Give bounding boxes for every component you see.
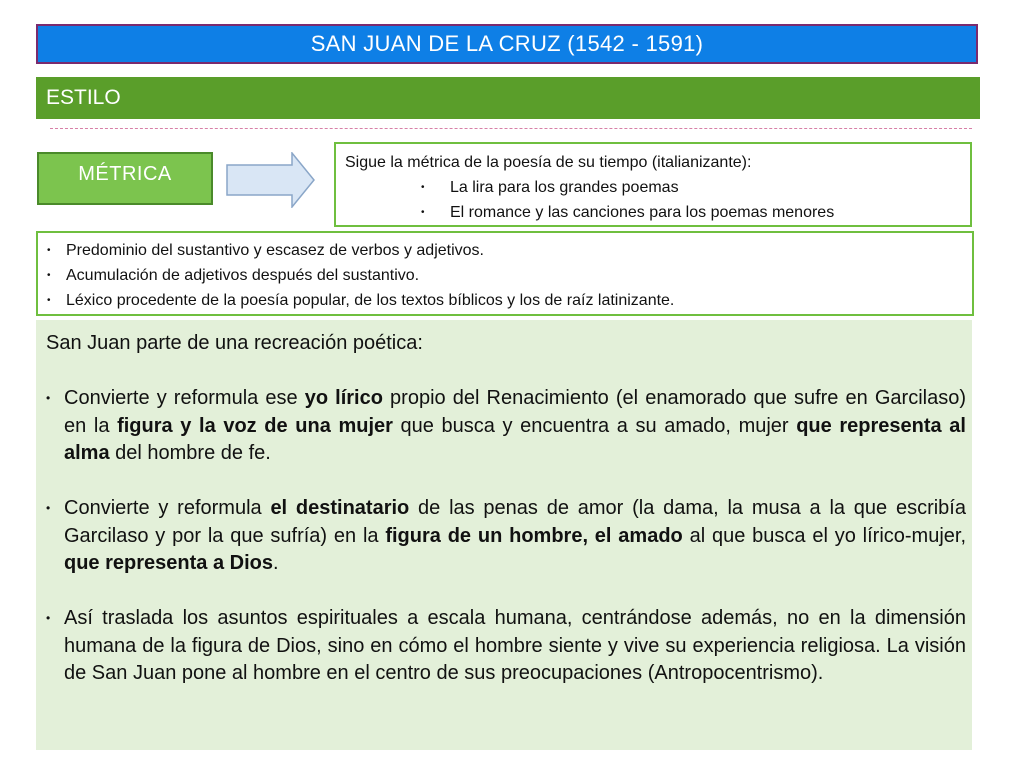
- bullet-icon: •: [47, 295, 51, 306]
- bullet-icon: •: [46, 611, 51, 625]
- text-segment: propio del Renacimiento (el enamorado que sufre en Garcilaso) en la: [64, 387, 966, 437]
- feature-text: Predominio del sustantivo y escasez de verbos y adjetivos.: [66, 242, 484, 259]
- feature-text: Léxico procedente de la poesía popular, de los textos bíblicos y los de raíz latinizante.: [66, 292, 675, 309]
- bold-text-segment: que representa al alma: [64, 414, 966, 464]
- bullet-icon: •: [421, 207, 425, 218]
- slide-title: [36, 24, 978, 64]
- metrica-item-text: El romance y las canciones para los poemas menores: [450, 204, 835, 221]
- text-segment: Así traslada los asuntos espirituales a escala humana, centrándose además, no en la dimensión humana de la figura de Dios, sino en cómo el hombre siente y vive su experiencia religiosa. La visión de San Juan pone al hombre en el centro de sus preocupaciones (Antropocentrismo).: [64, 607, 966, 684]
- text-segment: que busca y encuentra a su amado, mujer: [392, 414, 797, 437]
- bullet-icon: •: [47, 245, 51, 256]
- metrica-intro: Sigue la métrica de la poesía de su tiempo (italianizante):: [345, 154, 752, 171]
- bold-text-segment: el destinatario: [270, 497, 410, 519]
- main-paragraph: [46, 605, 966, 688]
- main-paragraph: [46, 385, 966, 468]
- metrica-list-item: [345, 175, 970, 200]
- text-segment: del hombre de fe.: [109, 442, 271, 464]
- right-arrow-icon: [226, 152, 316, 213]
- text-segment: de las penas de amor (la dama, la musa a la que escribía Garcilaso y por la que sufría) en la: [64, 497, 966, 547]
- main-intro: San Juan parte de una recreación poética:: [46, 332, 423, 354]
- bold-text-segment: que representa a Dios: [64, 552, 273, 574]
- bold-text-segment: figura y la voz de una mujer: [117, 414, 393, 437]
- section-header: [36, 77, 980, 119]
- slide-title-text: SAN JUAN DE LA CRUZ (1542 - 1591): [310, 31, 704, 56]
- metrica-list-item: [345, 200, 970, 225]
- metrica-label: MÉTRICA: [78, 163, 172, 185]
- bold-text-segment: figura de un hombre, el amado: [385, 524, 683, 547]
- bold-text-segment: yo lírico: [304, 387, 383, 409]
- text-segment: Convierte y reformula ese: [64, 387, 305, 409]
- metrica-description-box: [334, 142, 972, 227]
- style-features-box: [36, 231, 974, 316]
- feature-list-item: [38, 288, 972, 313]
- metrica-label-box: [37, 152, 213, 205]
- paragraph-text: [64, 387, 966, 464]
- bullet-icon: •: [421, 182, 425, 193]
- main-content-box: [36, 320, 972, 750]
- text-segment: .: [272, 552, 279, 574]
- bullet-icon: •: [47, 270, 51, 281]
- bullet-icon: •: [46, 501, 51, 515]
- paragraph-text: [64, 497, 966, 574]
- main-paragraph: [46, 495, 966, 578]
- bullet-icon: •: [46, 391, 51, 405]
- metrica-item-text: La lira para los grandes poemas: [450, 179, 679, 196]
- feature-list-item: [38, 238, 972, 263]
- dashed-divider: [50, 128, 972, 129]
- feature-list-item: [38, 263, 972, 288]
- paragraph-text: [64, 607, 966, 684]
- section-header-text: ESTILO: [46, 86, 121, 109]
- feature-text: Acumulación de adjetivos después del sustantivo.: [66, 267, 420, 284]
- text-segment: al que busca el yo lírico-mujer,: [682, 524, 967, 547]
- text-segment: Convierte y reformula: [64, 497, 271, 519]
